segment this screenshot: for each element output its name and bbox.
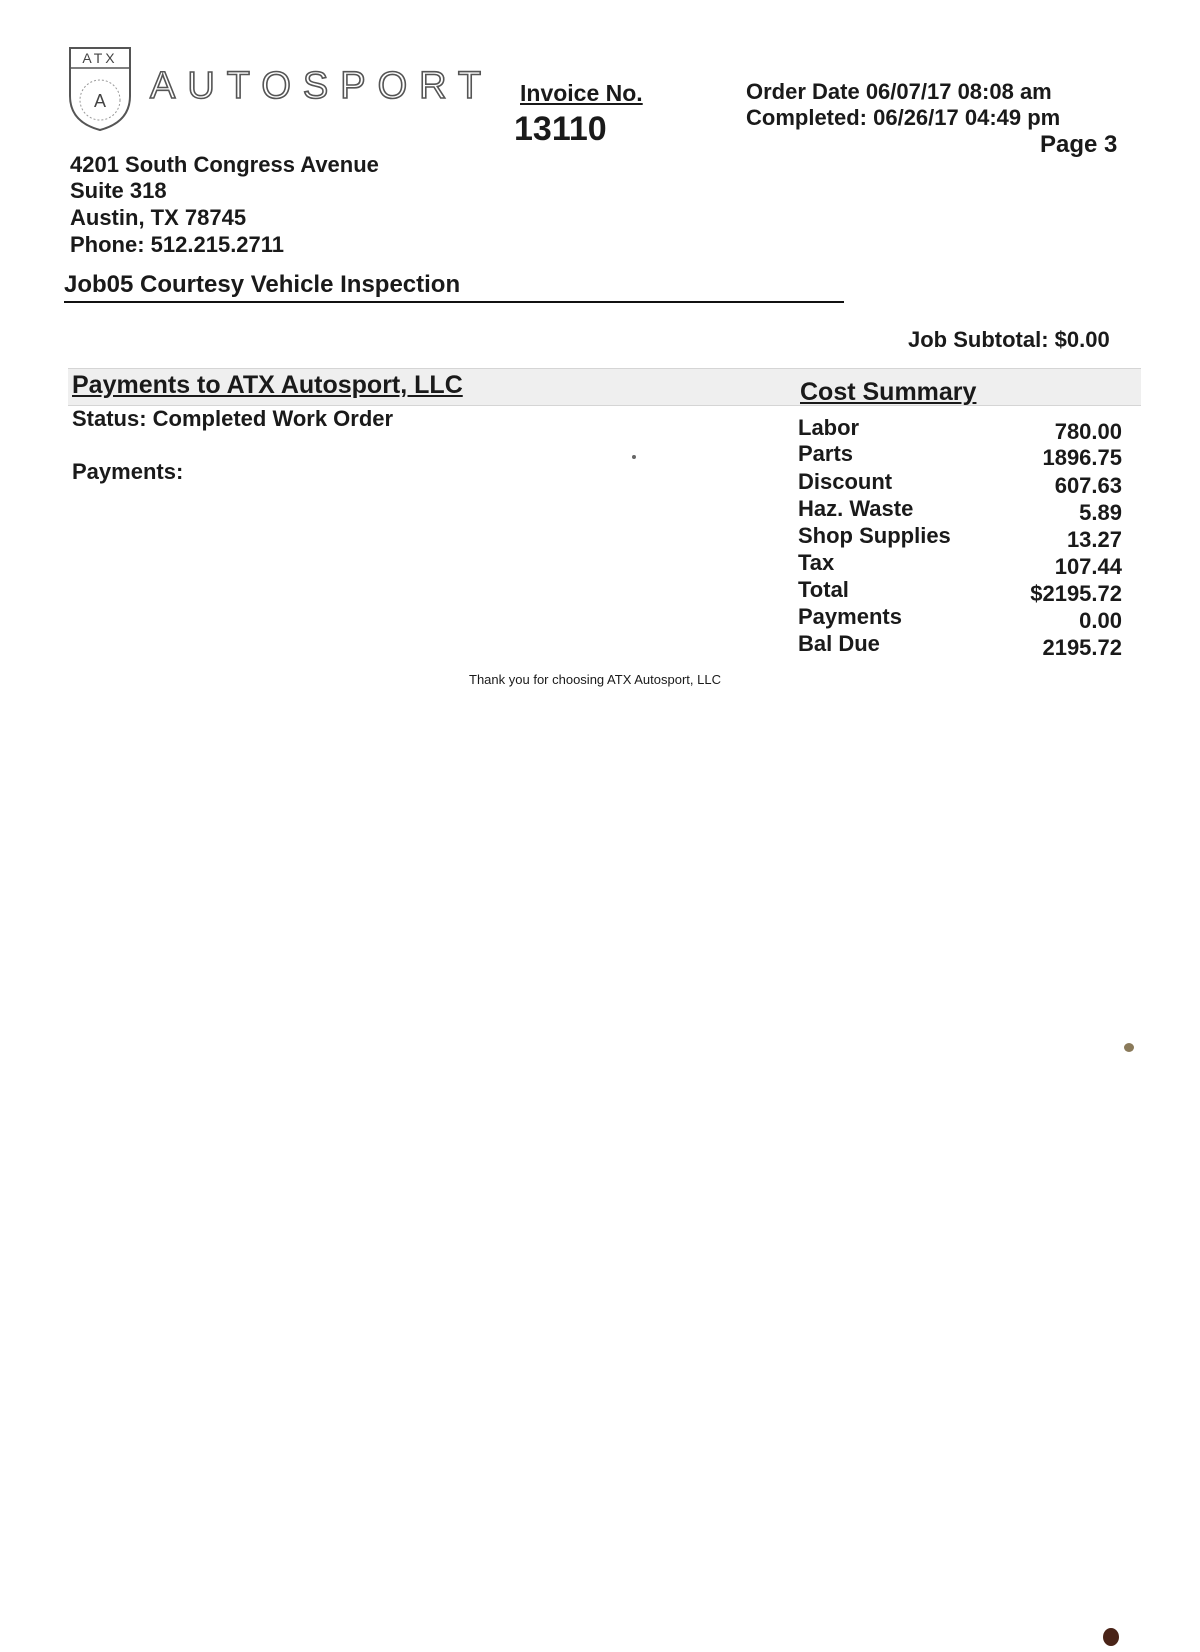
cost-row-total [798, 577, 1122, 604]
cost-row-tax [798, 550, 1122, 577]
scan-speck [1103, 1628, 1119, 1646]
scan-speck [1124, 1043, 1134, 1052]
job-subtotal: Job Subtotal: $0.00 [908, 327, 1110, 352]
cost-row-labor [798, 415, 1122, 442]
cost-row-payments [798, 604, 1122, 631]
cost-label: Shop Supplies [798, 523, 951, 548]
cost-value: 1896.75 [1042, 445, 1122, 470]
page-number: Page 3 [1040, 131, 1118, 158]
cost-value: 5.89 [1079, 500, 1122, 525]
cost-row-discount [798, 469, 1122, 496]
logo-graphic [68, 44, 498, 134]
cost-label: Bal Due [798, 631, 880, 656]
cost-row-parts [798, 441, 1122, 468]
order-date: Order Date 06/07/17 08:08 am [746, 79, 1052, 104]
thank-you-note: Thank you for choosing ATX Autosport, LLC [469, 672, 721, 687]
cost-value: 0.00 [1079, 608, 1122, 633]
cost-label: Labor [798, 415, 860, 440]
logo-badge-letter: A [93, 91, 107, 111]
cost-value: 13.27 [1066, 527, 1122, 552]
cost-row-shop-supplies [798, 523, 1122, 550]
cost-label: Haz. Waste [798, 496, 914, 521]
cost-label: Tax [798, 550, 835, 575]
cost-value: $2195.72 [1030, 581, 1122, 606]
address-phone: Phone: 512.215.2711 [70, 232, 285, 257]
invoice-number: 13110 [514, 110, 607, 148]
cost-label: Parts [798, 441, 854, 466]
address-city: Austin, TX 78745 [70, 205, 247, 230]
logo-badge-text: ATX [82, 50, 118, 66]
cost-row-balance-due [798, 631, 1122, 658]
cost-row-haz-waste [798, 496, 1122, 523]
cost-value: 607.63 [1054, 473, 1122, 498]
company-logo [68, 44, 498, 134]
job-title-rule [64, 301, 844, 303]
job-title: Job05 Courtesy Vehicle Inspection [64, 271, 461, 298]
cost-value: 2195.72 [1042, 635, 1122, 660]
cost-label: Payments [798, 604, 902, 629]
cost-value: 780.00 [1054, 419, 1122, 444]
scan-speck [632, 455, 636, 459]
completed-date: Completed: 06/26/17 04:49 pm [746, 105, 1061, 130]
payments-label: Payments: [72, 459, 184, 484]
cost-summary-heading: Cost Summary [800, 378, 977, 406]
address-suite: Suite 318 [70, 178, 167, 203]
cost-label: Discount [798, 469, 893, 494]
payments-heading: Payments to ATX Autosport, LLC [72, 371, 463, 399]
logo-wordmark: AUTOSPORT [150, 65, 494, 107]
cost-value: 107.44 [1054, 554, 1122, 579]
work-order-status: Status: Completed Work Order [72, 406, 394, 431]
address-street: 4201 South Congress Avenue [70, 152, 379, 177]
invoice-label: Invoice No. [520, 80, 643, 106]
cost-label: Total [798, 577, 849, 602]
